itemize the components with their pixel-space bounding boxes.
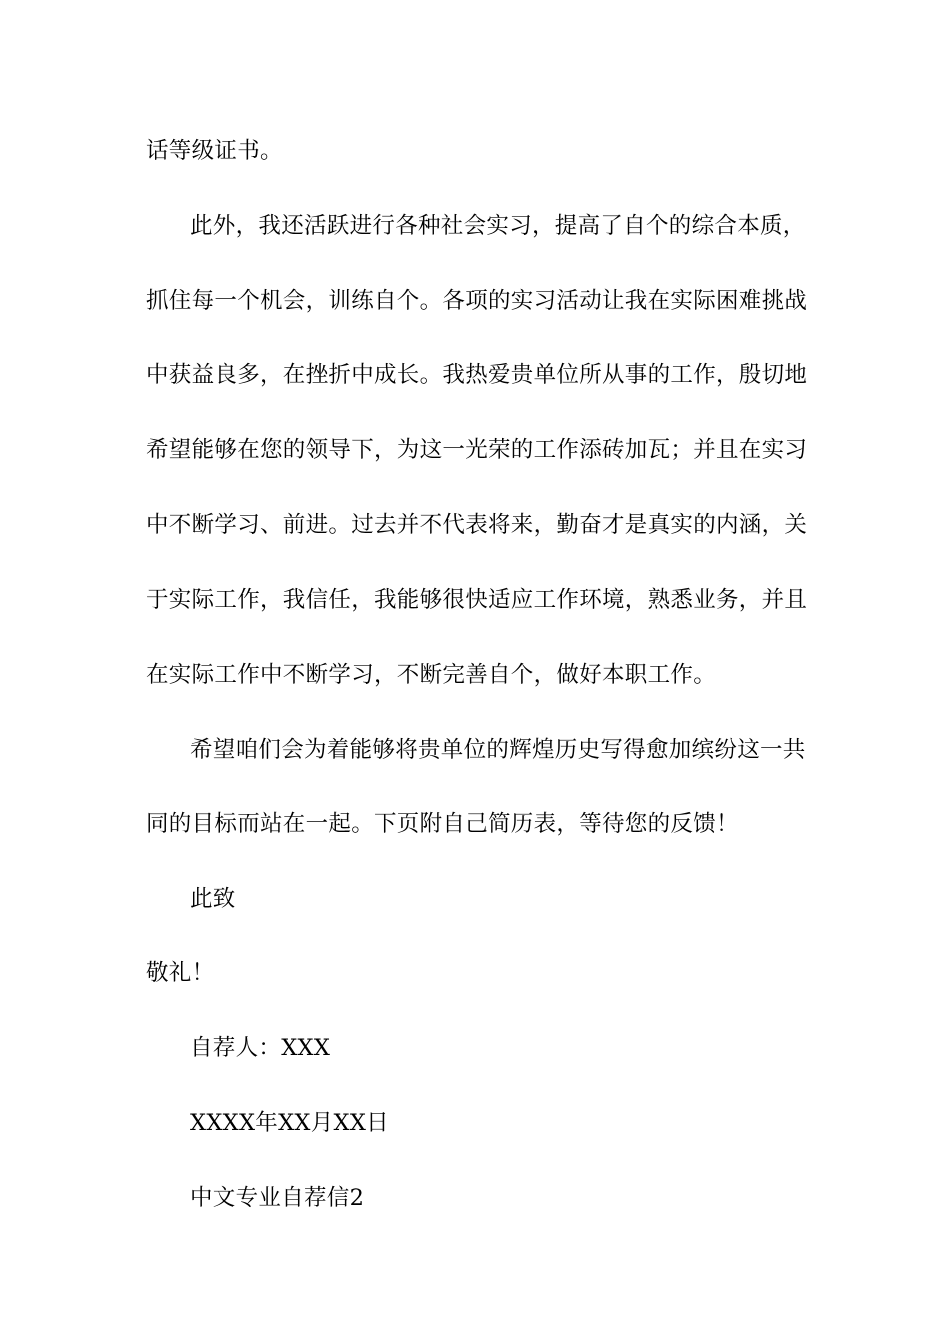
paragraph-line: 抓住每一个机会，训练自个。各项的实习活动让我在实际困难挑战: [146, 288, 808, 314]
paragraph-line: 希望咱们会为着能够将贵单位的辉煌历史写得愈加缤纷这一共: [190, 737, 806, 763]
paragraph-line: 话等级证书。: [146, 138, 283, 164]
paragraph-line: 中不断学习、前进。过去并不代表将来，勤奋才是真实的内涵，关: [146, 512, 808, 538]
date-line: XXXX年XX月XX日: [190, 1110, 389, 1136]
section-title: 中文专业自荐信2: [190, 1185, 365, 1211]
paragraph-line: 此外，我还活跃进行各种社会实习，提高了自个的综合本质，: [190, 213, 806, 239]
signature-line: 自荐人：XXX: [190, 1035, 331, 1061]
paragraph-line: 于实际工作，我信任，我能够很快适应工作环境，熟悉业务，并且: [146, 587, 808, 613]
paragraph-line: 同的目标而站在一起。下页附自己简历表，等待您的反馈！: [146, 811, 739, 837]
paragraph-line: 希望能够在您的领导下，为这一光荣的工作添砖加瓦；并且在实习: [146, 437, 808, 463]
paragraph-line: 中获益良多，在挫折中成长。我热爱贵单位所从事的工作，殷切地: [146, 362, 808, 388]
paragraph-line: 在实际工作中不断学习，不断完善自个，做好本职工作。: [146, 662, 717, 688]
salutation-line: 敬礼！: [146, 960, 215, 986]
closing-line: 此致: [190, 886, 236, 912]
